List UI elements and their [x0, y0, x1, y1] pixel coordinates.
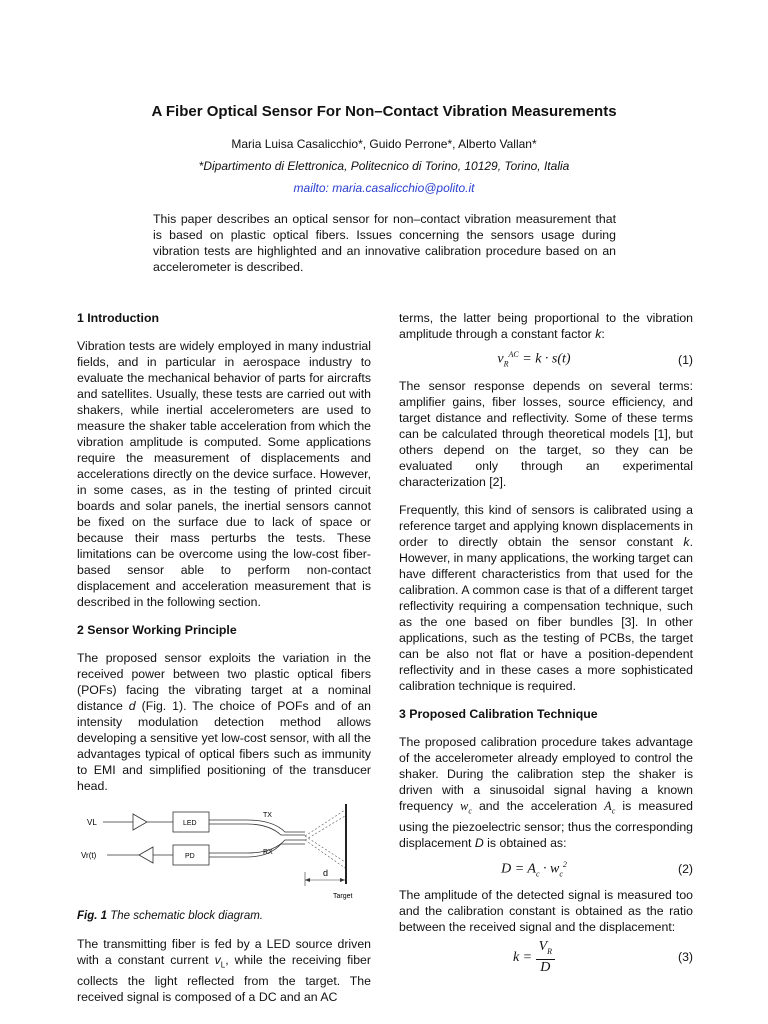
amplifier-tx [133, 814, 147, 830]
equation-1-number: (1) [677, 353, 693, 367]
diagram-label-rx: RX [263, 849, 273, 856]
equation-3-row [399, 935, 693, 979]
abstract: This paper describes an optical sensor for non–contact vibration measurement that is based on plastic optical fibers. Issues concerning the sensors usage during vibration tests are highlighted and an innovative calibration procedure based on an accelerometer is described. [153, 212, 616, 274]
equation-1: $v_R^{AC} = k \cdot s(t)$ [497, 350, 571, 369]
diagram-label-vr: Vr(t) [81, 851, 97, 860]
paragraph-sensor-principle: The proposed sensor exploits the variation in the received power between two plastic optical fibers (POFs) facing the vibrating target at a nominal distance d (Fig. 1). The choice of POFs and of an intensity modulation detection method allows developing a sensitive yet low-cost sensor, with all the advantages typical of optical fibers such as immunity to EMI and simplified positioning of the transducer head. [77, 651, 371, 793]
left-column [77, 310, 371, 1005]
email-link[interactable]: mailto: maria.casalicchio@polito.it [293, 181, 475, 195]
rx-fiber [209, 840, 305, 853]
right-column [399, 310, 693, 979]
diagram-label-target: Target [333, 893, 353, 900]
figure-caption: Fig. 1 The schematic block diagram. [77, 910, 263, 922]
diagram-label-vl: VL [87, 818, 97, 827]
equation-2: $D = A_c \cdot w_c^2$ [501, 859, 567, 879]
equation-2-row [399, 851, 693, 887]
diagram-label-pd: PD [185, 853, 195, 860]
diagram-label-led: LED [183, 820, 197, 827]
authors: Maria Luisa Casalicchio*, Guido Perrone*, Alberto Vallan* [231, 137, 537, 151]
tx-fiber [209, 820, 305, 832]
paragraph-sensor-response: The sensor response depends on several terms: amplifier gains, fiber losses, source efficiency, and target distance and reflectivity. Some of these terms can be calculated through theoretical models [1], but others depend on the target, so they can be evaluated only through an experimental characterization [2]. [399, 379, 693, 489]
affiliation: *Dipartimento di Elettronica, Politecnico di Torino, 10129, Torino, Italia [198, 159, 570, 173]
amplifier-rx [139, 847, 153, 863]
block-diagram [77, 802, 371, 902]
paragraph-calibration-procedure: The proposed calibration procedure takes advantage of the accelerometer already employed to control the shaker. During the calibration step the shaker is driven with a sinusoidal signal having a known frequency $w_c$ and the acceleration $A_c$ is measured using the piezoelectric sensor; thus the corresponding displacement D is obtained as: [399, 735, 693, 851]
paper-title: A Fiber Optical Sensor For Non–Contact Vibration Measurements [151, 103, 617, 120]
symbol-d: d [128, 699, 136, 713]
diagram-label-d: d [323, 868, 329, 878]
paragraph-calibration-practice: Frequently, this kind of sensors is calibrated using a reference target and applying known displacements in order to directly obtain the sensor constant k. However, in many applications, the working target can have different characteristics from that used for the calibration. A common case is that of a different target reflectivity requiring a compensation technique, such as the one based on fiber bundles [3]. In other applications, such as the testing of PCBs, the target can be also not flat or have a position-dependent reflectivity and in these cases a more sophisticated calibration technique is required. [399, 503, 693, 693]
section-heading-sensor-principle: 2 Sensor Working Principle [77, 623, 237, 637]
paragraph-led-source: The transmitting fiber is fed by a LED source driven with a constant current $v_L$, while the receiving fiber collects the light reflected from the target. The received signal is composed of a DC and an AC [77, 937, 371, 1005]
block-diagram-svg [77, 802, 371, 902]
paragraph-introduction: Vibration tests are widely employed in many industrial fields, and in particular in aerospace industry to evaluate the mechanical behavior of parts for aircrafts and satellites. Usually, these tests are carried out with shakers, while inertial accelerometers are used to measure the shaker table acceleration from which the vibration amplitude is computed. Some applications require the measurement of displacements and accelerations directly on the device surface. However, in some cases, as in the testing of printed circuit boards and solar panels, the inertial sensors cannot be fixed on the surface due to lack of space or because their mass perturbs the tests. These limitations can be overcome using the low-cost fiber-based sensor able to perform non-contact displacement and acceleration measurement that is described in the following section. [77, 339, 371, 609]
section-heading-calibration: 3 Proposed Calibration Technique [399, 707, 598, 721]
equation-1-row [399, 342, 693, 378]
paragraph-amplitude: The amplitude of the detected signal is measured too and the calibration constant is obtained as the ratio between the received signal and the displacement: [399, 888, 693, 935]
equation-2-number: (2) [677, 862, 693, 877]
section-heading-introduction: 1 Introduction [77, 311, 159, 325]
paragraph-ac-terms: terms, the latter being proportional to the vibration amplitude through a constant factor k: [399, 311, 693, 341]
diagram-label-tx: TX [263, 812, 272, 819]
equation-3: k = $\frac{V_R}{D}$ [399, 939, 669, 977]
equation-3-number: (3) [677, 950, 693, 965]
target-plate [345, 804, 347, 884]
